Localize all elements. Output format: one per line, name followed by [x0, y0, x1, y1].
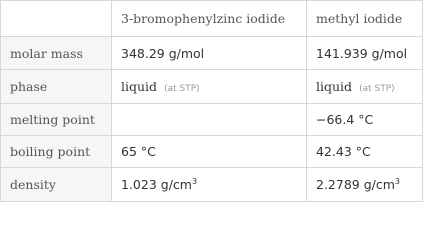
row-label-boiling-point: boiling point — [1, 136, 112, 168]
corner-cell — [1, 1, 112, 37]
row-label-molar-mass: molar mass — [1, 37, 112, 70]
column-header-methyl-iodide: methyl iodide — [307, 1, 423, 37]
value-boiling-point-methyl-iodide: 42.43 °C — [307, 136, 423, 168]
phase-value: liquid — [316, 79, 353, 94]
row-label-phase: phase — [1, 70, 112, 104]
value-melting-point-3-bromophenylzinc-iodide — [112, 104, 307, 136]
value-melting-point-methyl-iodide: −66.4 °C — [307, 104, 423, 136]
table-row-phase — [1, 70, 423, 104]
density-value: 1.023 g/cm — [121, 177, 192, 192]
table-row-molar-mass — [1, 37, 423, 70]
unit-exponent: 3 — [191, 177, 198, 186]
phase-value: liquid — [121, 79, 158, 94]
density-value: 2.2789 g/cm — [316, 177, 395, 192]
phase-condition-note: (at STP) — [164, 84, 200, 94]
value-phase-3-bromophenylzinc-iodide — [112, 70, 307, 104]
value-molar-mass-methyl-iodide: 141.939 g/mol — [307, 37, 423, 70]
value-molar-mass-3-bromophenylzinc-iodide: 348.29 g/mol — [112, 37, 307, 70]
phase-condition-note: (at STP) — [359, 84, 395, 94]
table-row-boiling-point — [1, 136, 423, 168]
value-boiling-point-3-bromophenylzinc-iodide: 65 °C — [112, 136, 307, 168]
value-density-methyl-iodide — [307, 168, 423, 202]
table-row-melting-point — [1, 104, 423, 136]
row-label-density: density — [1, 168, 112, 202]
row-label-melting-point: melting point — [1, 104, 112, 136]
unit-exponent: 3 — [394, 177, 400, 186]
header-row — [1, 1, 423, 37]
value-phase-methyl-iodide — [307, 70, 423, 104]
value-density-3-bromophenylzinc-iodide — [112, 168, 307, 202]
table-row-density — [1, 168, 423, 202]
column-header-3-bromophenylzinc-iodide: 3-bromophenylzinc iodide — [112, 1, 307, 37]
